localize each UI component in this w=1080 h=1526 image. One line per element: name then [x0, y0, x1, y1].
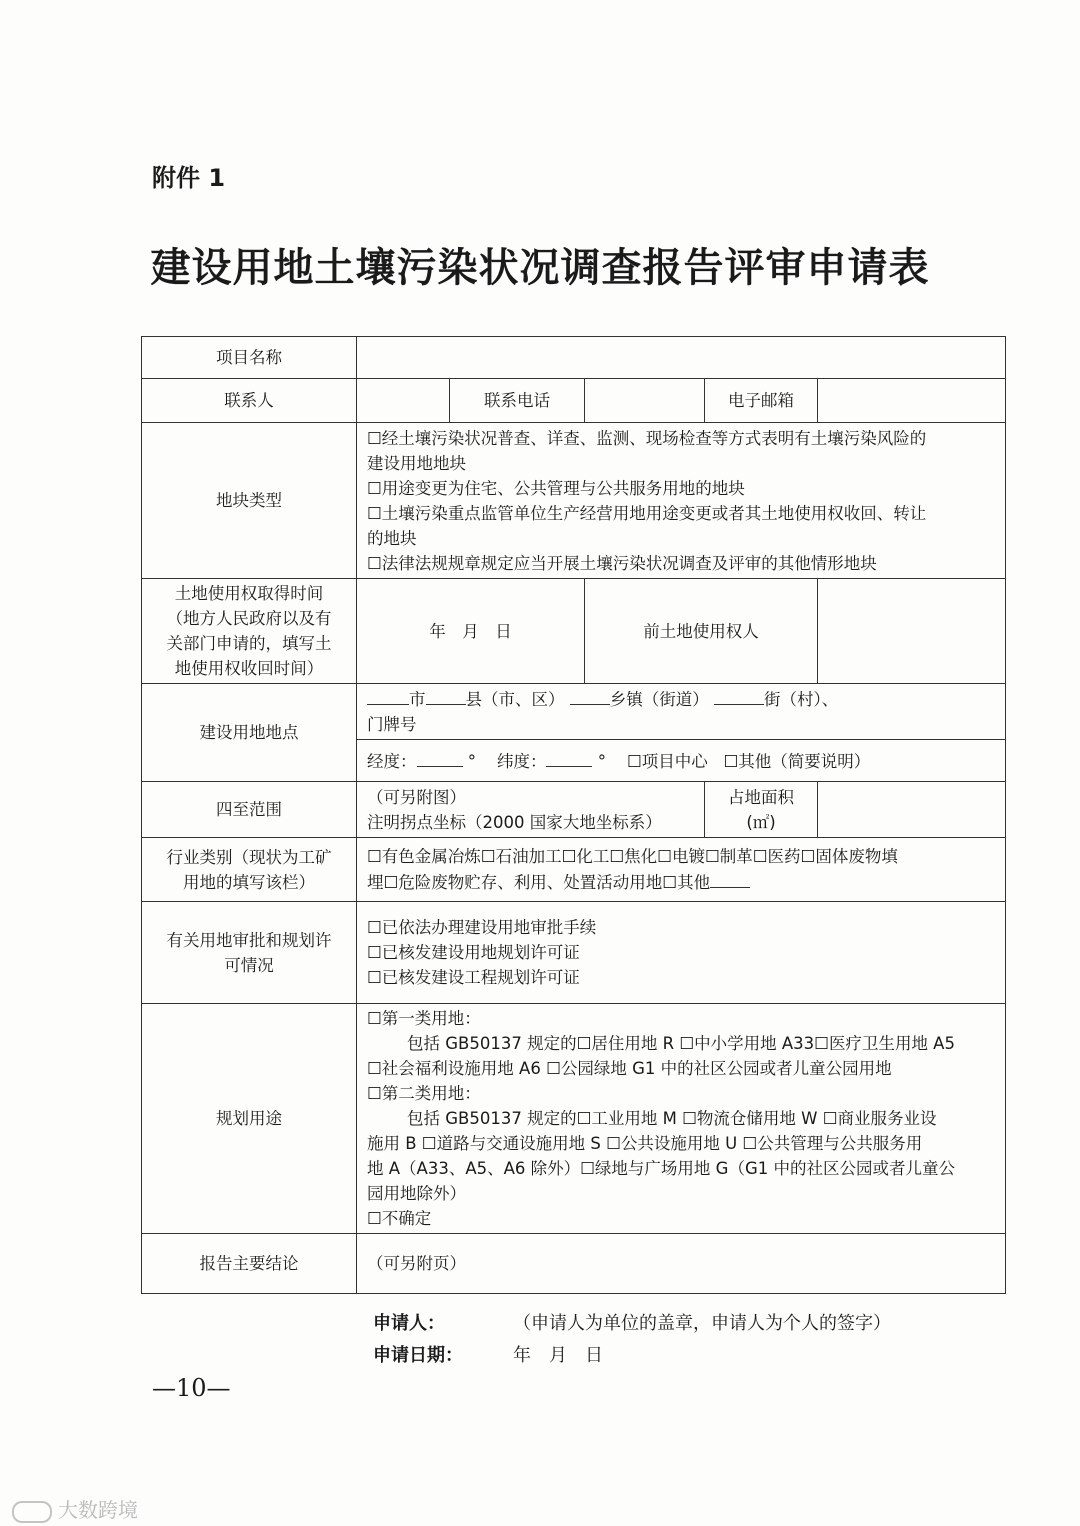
plot-type-options[interactable]	[357, 423, 1006, 579]
prev-holder-field[interactable]	[818, 579, 1006, 684]
degree-mark: °	[467, 751, 476, 771]
addr-county: 县（市、区）	[465, 690, 565, 709]
coordinates-field[interactable]	[357, 740, 1006, 782]
planning-option[interactable]: 包括 GB50137 规定的☐工业用地 M ☐物流仓储用地 W ☐商业服务业设	[407, 1109, 937, 1128]
row-location-address	[142, 684, 1006, 740]
land-right-date-field[interactable]: 年 月 日	[357, 579, 585, 684]
land-right-label-line: 关部门申请的，填写土	[166, 634, 332, 653]
row-planning	[142, 1004, 1006, 1234]
industry-option-line[interactable]: 埋☐危险废物贮存、利用、处置活动用地☐其他	[367, 873, 711, 892]
planning-option[interactable]: 地 A（A33、A5、A6 除外）☐绿地与广场用地 G（G1 中的社区公园或者儿童公	[367, 1159, 955, 1178]
location-label: 建设用地地点	[142, 684, 357, 782]
planning-option[interactable]: ☐第一类用地：	[367, 1009, 481, 1028]
planning-option[interactable]: ☐第二类用地：	[367, 1084, 481, 1103]
approval-option-checkbox[interactable]: ☐已核发建设工程规划许可证	[367, 968, 580, 987]
boundary-field[interactable]	[357, 782, 705, 838]
land-right-label-line: （地方人民政府以及有	[166, 609, 332, 628]
address-field[interactable]	[357, 684, 1006, 740]
area-field[interactable]	[818, 782, 1006, 838]
addr-doorplate: 门牌号	[367, 715, 417, 734]
planning-option[interactable]: ☐社会福利设施用地 A6 ☐公园绿地 G1 中的社区公园或者儿童公园用地	[367, 1059, 892, 1078]
apply-date-field[interactable]: 年 月 日	[513, 1345, 603, 1366]
project-name-label: 项目名称	[142, 337, 357, 379]
row-approval	[142, 902, 1006, 1004]
other-option-checkbox[interactable]: ☐其他（简要说明）	[723, 751, 871, 771]
land-right-label-line: 土地使用权取得时间	[174, 584, 324, 603]
approval-options[interactable]	[357, 902, 1006, 1004]
phone-field[interactable]	[585, 379, 705, 423]
boundary-label: 四至范围	[142, 782, 357, 838]
application-form	[141, 336, 1006, 1294]
plot-type-option-cont: 建设用地地块	[367, 453, 466, 473]
contact-field[interactable]	[357, 379, 450, 423]
industry-label	[142, 838, 357, 902]
approval-label	[142, 902, 357, 1004]
land-right-label-line: 地使用权收回时间）	[174, 659, 324, 678]
boundary-note: 注明拐点坐标（2000 国家大地坐标系）	[367, 812, 662, 832]
applicant-note: （申请人为单位的盖章，申请人为个人的签字）	[513, 1313, 891, 1334]
center-option-checkbox[interactable]: ☐项目中心	[626, 751, 708, 771]
email-field[interactable]	[818, 379, 1006, 423]
planning-option[interactable]: 施用 B ☐道路与交通设施用地 S ☐公共设施用地 U ☐公共管理与公共服务用	[367, 1134, 923, 1153]
industry-options[interactable]	[357, 838, 1006, 902]
planning-label: 规划用途	[142, 1004, 357, 1234]
addr-street: 街（村）、	[764, 690, 839, 709]
plot-type-option[interactable]: ☐法律法规规章规定应当开展土壤污染状况调查及评审的其他情形地块	[367, 553, 877, 573]
approval-option-checkbox[interactable]: ☐已依法办理建设用地审批手续	[367, 918, 597, 937]
planning-option[interactable]: ☐不确定	[367, 1209, 432, 1228]
conclusion-field[interactable]: （可另附页）	[357, 1234, 1006, 1294]
planning-option-cont: 园用地除外）	[367, 1184, 466, 1203]
page-number: —10—	[152, 1374, 231, 1402]
plot-type-option[interactable]: ☐用途变更为住宅、公共管理与公共服务用地的地块	[367, 478, 745, 498]
boundary-note: （可另附图）	[367, 787, 466, 807]
applicant-label: 申请人：	[373, 1313, 445, 1334]
watermark-logo-icon	[12, 1501, 52, 1523]
plot-type-option[interactable]: ☐经土壤污染状况普查、详查、监测、现场检查等方式表明有土壤污染风险的	[367, 428, 927, 448]
approval-label-line: 可情况	[224, 955, 274, 975]
row-conclusion	[142, 1234, 1006, 1294]
plot-type-option[interactable]: ☐土壤污染重点监管单位生产经营用地用途变更或者其土地使用权收回、转让	[367, 503, 927, 523]
row-project-name	[142, 337, 1006, 379]
latitude-label: 纬度：	[496, 751, 547, 771]
page-title: 建设用地土壤污染状况调查报告评审申请表	[150, 245, 930, 291]
addr-city: 市	[409, 690, 426, 709]
area-label: 占地面积(㎡)	[705, 782, 818, 838]
watermark-text: 大数跨境	[58, 1498, 138, 1522]
approval-label-line: 有关用地审批和规划许	[166, 930, 332, 950]
prev-holder-label: 前土地使用权人	[585, 579, 818, 684]
row-land-right	[142, 579, 1006, 684]
plot-type-label: 地块类型	[142, 423, 357, 579]
approval-option-checkbox[interactable]: ☐已核发建设用地规划许可证	[367, 943, 580, 962]
addr-town: 乡镇（街道）	[609, 690, 709, 709]
project-name-field[interactable]	[357, 337, 1006, 379]
degree-mark: °	[597, 751, 606, 771]
industry-label-line: 用地的填写该栏）	[183, 872, 315, 892]
row-contact	[142, 379, 1006, 423]
apply-date-label: 申请日期：	[373, 1345, 463, 1366]
row-boundary	[142, 782, 1006, 838]
plot-type-option-cont: 的地块	[367, 528, 417, 548]
row-plot-type	[142, 423, 1006, 579]
longitude-label: 经度：	[367, 751, 417, 771]
land-right-label	[142, 579, 357, 684]
industry-label-line: 行业类别（现状为工矿	[166, 847, 332, 867]
email-label: 电子邮箱	[705, 379, 818, 423]
watermark	[12, 1494, 138, 1523]
attachment-label: 附件 1	[152, 164, 226, 192]
planning-options[interactable]	[357, 1004, 1006, 1234]
row-industry	[142, 838, 1006, 902]
phone-label: 联系电话	[450, 379, 585, 423]
industry-option-line[interactable]: ☐有色金属冶炼☐石油加工☐化工☐焦化☐电镀☐制革☐医药☐固体废物填	[367, 847, 898, 866]
contact-label: 联系人	[142, 379, 357, 423]
signature-block	[373, 1308, 891, 1372]
conclusion-label: 报告主要结论	[142, 1234, 357, 1294]
planning-option[interactable]: 包括 GB50137 规定的☐居住用地 R ☐中小学用地 A33☐医疗卫生用地 A5	[407, 1034, 955, 1053]
